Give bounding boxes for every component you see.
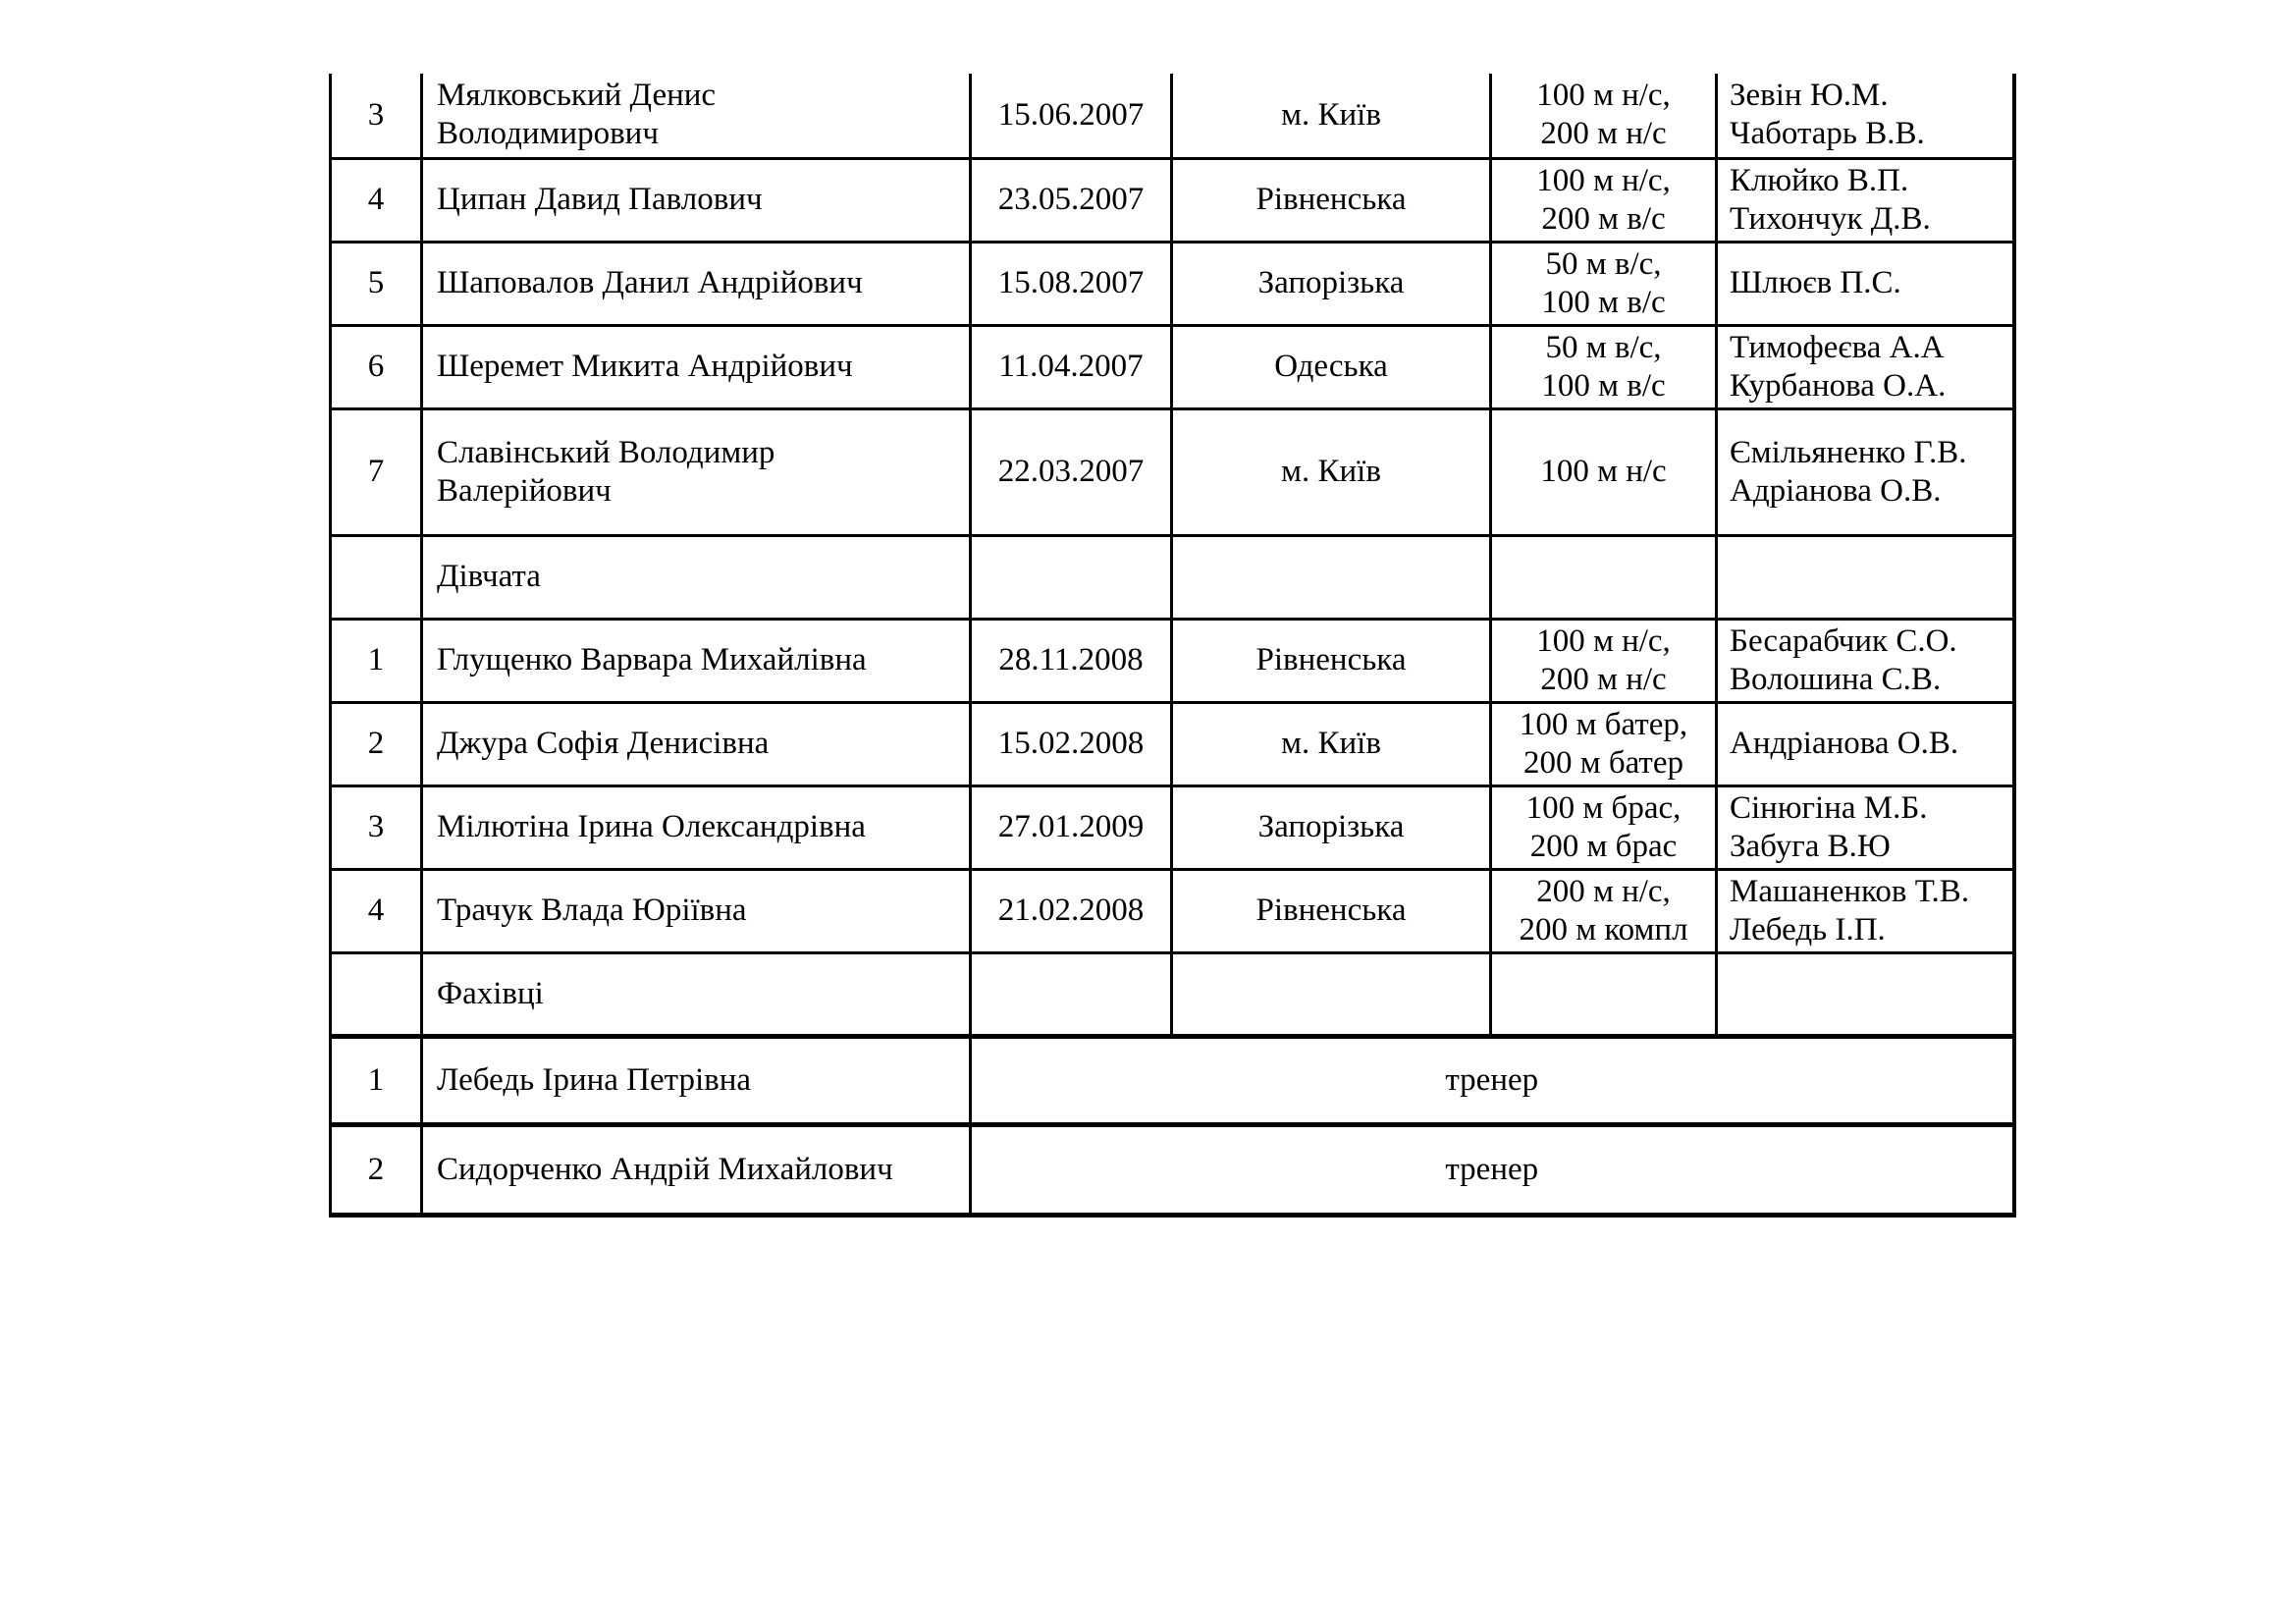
athlete-row (331, 242, 2014, 325)
athlete-name-cell-line: Славінський Володимир (437, 434, 775, 470)
coaches-cell (1717, 242, 2014, 325)
events-cell-line: 100 м н/с, (1536, 162, 1671, 198)
athlete-name-cell-line: Глущенко Варвара Михайлівна (437, 642, 867, 677)
coaches-cell (1717, 408, 2014, 535)
athlete-name-cell-line: Трачук Влада Юріївна (437, 893, 747, 928)
specialist-row (331, 1036, 2014, 1124)
events-cell (1491, 619, 1717, 702)
athlete-name-cell (422, 242, 971, 325)
events-cell-line: 200 м н/с (1540, 116, 1667, 152)
coaches-cell-line: Забуга В.Ю (1730, 828, 1891, 864)
events-cell (1491, 74, 1717, 158)
events-cell (1491, 242, 1717, 325)
athlete-row (331, 619, 2014, 702)
coaches-cell-line: Курбанова О.А. (1730, 367, 1947, 404)
coaches-cell (1717, 952, 2014, 1036)
athlete-name-cell-line: Шаповалов Данил Андрійович (437, 265, 863, 300)
birth-date-cell: 15.06.2007 (971, 74, 1172, 158)
events-cell (1491, 702, 1717, 785)
coaches-cell (1717, 158, 2014, 242)
row-number-cell: 3 (331, 785, 422, 869)
roster-table-body (331, 74, 2014, 1215)
athlete-name-cell (422, 74, 971, 158)
row-number-cell: 7 (331, 408, 422, 535)
athlete-name-cell-line: Ципан Давид Павлович (437, 182, 763, 217)
region-cell: Рівненська (1172, 158, 1491, 242)
events-cell (1491, 408, 1717, 535)
region-cell: м. Київ (1172, 408, 1491, 535)
role-cell: тренер (971, 1124, 2014, 1215)
athlete-name-cell (422, 158, 971, 242)
athlete-name-cell (422, 325, 971, 408)
events-cell-line: 200 м компл (1519, 911, 1688, 947)
coaches-cell-line: Андріанова О.В. (1730, 726, 1959, 761)
athlete-name-cell-line: Шеремет Микита Андрійович (437, 349, 853, 384)
events-cell (1491, 785, 1717, 869)
region-cell: м. Київ (1172, 74, 1491, 158)
athlete-name-cell-line: Володимирович (437, 116, 659, 152)
events-cell-line: 100 м н/с (1540, 454, 1667, 489)
coaches-cell (1717, 785, 2014, 869)
section-label-cell: Дівчата (422, 535, 971, 619)
events-cell-line: 200 м в/с (1541, 200, 1666, 237)
section-label-cell: Фахівці (422, 952, 971, 1036)
events-cell-line: 200 м батер (1522, 744, 1684, 781)
specialist-row (331, 1124, 2014, 1215)
region-cell: Запорізька (1172, 242, 1491, 325)
row-number-cell: 6 (331, 325, 422, 408)
birth-date-cell (971, 952, 1172, 1036)
birth-date-cell: 15.02.2008 (971, 702, 1172, 785)
birth-date-cell: 27.01.2009 (971, 785, 1172, 869)
coaches-cell-line: Клюйко В.П. (1730, 162, 1909, 198)
role-cell: тренер (971, 1036, 2014, 1124)
row-number-cell: 1 (331, 619, 422, 702)
coaches-cell-line: Лебедь І.П. (1730, 911, 1886, 947)
athlete-row (331, 702, 2014, 785)
coaches-cell (1717, 619, 2014, 702)
events-cell-line: 50 м в/с, (1545, 245, 1662, 282)
athlete-name-cell (422, 408, 971, 535)
coaches-cell (1717, 325, 2014, 408)
row-number-cell: 1 (331, 1036, 422, 1124)
row-number-cell (331, 952, 422, 1036)
athlete-row (331, 869, 2014, 952)
row-number-cell: 4 (331, 869, 422, 952)
section-header-row (331, 952, 2014, 1036)
coaches-cell-line: Чаботарь В.В. (1730, 116, 1925, 152)
events-cell-line: 200 м брас (1529, 828, 1678, 864)
section-header-row (331, 535, 2014, 619)
athlete-name-cell-line: Джура Софія Денисівна (437, 726, 770, 761)
specialist-name-cell (422, 1036, 971, 1124)
athlete-name-cell (422, 785, 971, 869)
region-cell: Запорізька (1172, 785, 1491, 869)
coaches-cell-line: Бесарабчик С.О. (1730, 623, 1957, 659)
birth-date-cell (971, 535, 1172, 619)
coaches-cell-line: Машаненков Т.В. (1730, 873, 1970, 909)
coaches-cell-line: Шлюєв П.С. (1730, 265, 1901, 300)
events-cell-line: 100 м н/с, (1536, 78, 1671, 114)
row-number-cell: 5 (331, 242, 422, 325)
specialist-name-cell-line: Сидорченко Андрій Михайлович (437, 1151, 893, 1187)
region-cell (1172, 952, 1491, 1036)
coaches-cell-line: Зевін Ю.М. (1730, 78, 1889, 114)
birth-date-cell: 15.08.2007 (971, 242, 1172, 325)
coaches-cell-line: Сінюгіна М.Б. (1730, 789, 1928, 826)
coaches-cell-line: Тимофеєва А.А (1730, 329, 1945, 365)
events-cell (1491, 952, 1717, 1036)
events-cell-line: 100 м брас, (1525, 789, 1682, 826)
events-cell (1491, 158, 1717, 242)
coaches-cell-line: Волошина С.В. (1730, 661, 1942, 697)
specialist-name-cell-line: Лебедь Ірина Петрівна (437, 1061, 752, 1098)
row-number-cell: 4 (331, 158, 422, 242)
events-cell (1491, 325, 1717, 408)
athlete-row (331, 74, 2014, 158)
athlete-row (331, 408, 2014, 535)
region-cell: Рівненська (1172, 619, 1491, 702)
events-cell-line: 100 м в/с (1541, 367, 1666, 404)
events-cell-line: 50 м в/с, (1545, 329, 1662, 365)
athlete-name-cell (422, 869, 971, 952)
athlete-name-cell (422, 619, 971, 702)
row-number-cell: 2 (331, 1124, 422, 1215)
birth-date-cell: 28.11.2008 (971, 619, 1172, 702)
coaches-cell (1717, 869, 2014, 952)
birth-date-cell: 11.04.2007 (971, 325, 1172, 408)
birth-date-cell: 22.03.2007 (971, 408, 1172, 535)
events-cell (1491, 535, 1717, 619)
athlete-name-cell-line: Мілютіна Ірина Олександрівна (437, 809, 866, 844)
events-cell-line: 100 м батер, (1519, 706, 1688, 742)
birth-date-cell: 21.02.2008 (971, 869, 1172, 952)
athlete-name-cell-line: Мялковський Денис (437, 78, 717, 114)
row-number-cell (331, 535, 422, 619)
athlete-row (331, 325, 2014, 408)
events-cell (1491, 869, 1717, 952)
events-cell-line: 200 м н/с (1540, 661, 1667, 697)
region-cell: Одеська (1172, 325, 1491, 408)
events-cell-line: 100 м н/с, (1536, 623, 1671, 659)
athlete-row (331, 785, 2014, 869)
coaches-cell (1717, 74, 2014, 158)
coaches-cell-line: Адріанова О.В. (1730, 472, 1942, 509)
region-cell (1172, 535, 1491, 619)
region-cell: м. Київ (1172, 702, 1491, 785)
birth-date-cell: 23.05.2007 (971, 158, 1172, 242)
specialist-name-cell (422, 1124, 971, 1215)
athlete-name-cell-line: Валерійович (437, 472, 612, 509)
coaches-cell-line: Ємільяненко Г.В. (1730, 434, 1967, 470)
coaches-cell-line: Тихончук Д.В. (1730, 200, 1931, 237)
row-number-cell: 3 (331, 74, 422, 158)
row-number-cell: 2 (331, 702, 422, 785)
events-cell-line: 200 м н/с, (1536, 873, 1671, 909)
coaches-cell (1717, 535, 2014, 619)
athlete-row (331, 158, 2014, 242)
athlete-name-cell (422, 702, 971, 785)
events-cell-line: 100 м в/с (1541, 284, 1666, 320)
athlete-roster-table (329, 74, 2016, 1218)
region-cell: Рівненська (1172, 869, 1491, 952)
coaches-cell (1717, 702, 2014, 785)
